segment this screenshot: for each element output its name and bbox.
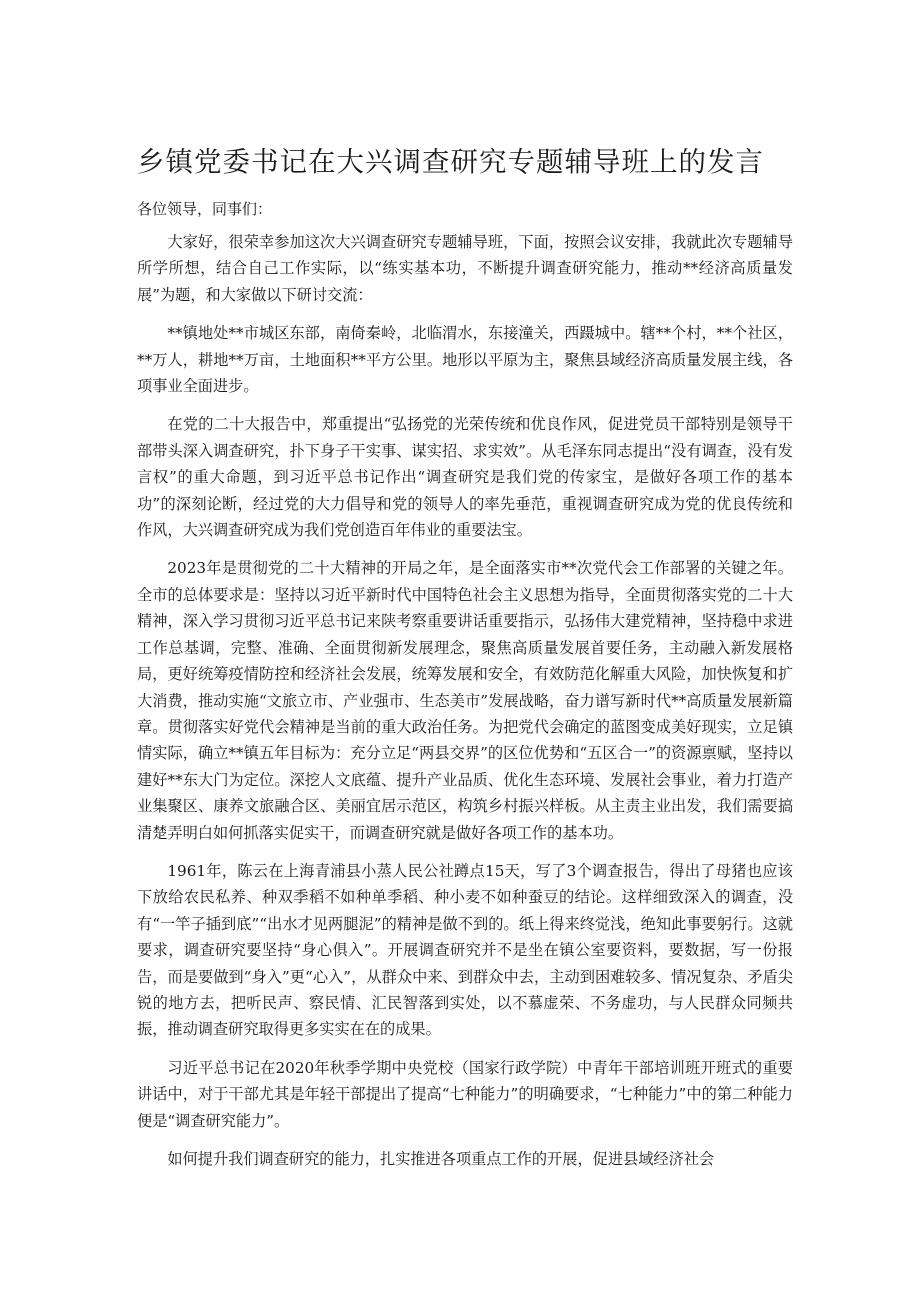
paragraph: 习近平总书记在2020年秋季学期中央党校（国家行政学院）中青年干部培训班开班式的重要讲话中，对于干部尤其是年轻干部提出了提高“七种能力”的明确要求，“七种能力”中的第二种能力便是“调查研究能力”。 [137,1058,793,1130]
paragraph: 2023年是贯彻党的二十大精神的开局之年，是全面落实市**次党代会工作部署的关键之年。全市的总体要求是：坚持以习近平新时代中国特色社会主义思想为指导，全面贯彻落实党的二十大精神，深入学习贯彻习近平总书记来陕考察重要讲话重要指示，弘扬伟大建党精神，坚持稳中求进工作总基调，完整、准确、全面贯彻新发展理念，聚焦高质量发展首要任务，主动融入新发展格局，更好统筹疫情防控和经济社会发展，统筹发展和安全，有效防范化解重大风险，加快恢复和扩大消费，推动实施“文旅立市、产业强市、生态美市”发展战略，奋力谱写新时代**高质量发展新篇章。贯彻落实好党代会精神是当前的重大政治任务。为把党代会确定的蓝图变成美好现实，立足镇情实际，确立**镇五年目标为：充分立足“两县交界”的区位优势和“五区合一”的资源禀赋，坚持以建好**东大门为定位。深挖人文底蕴、提升产业品质、优化生态环境、发展社会事业，着力打造产业集聚区、康养文旅融合区、美丽宜居示范区，构筑乡村振兴样板。从主责主业出发，我们需要搞清楚弄明白如何抓落实促实干，而调查研究就是做好各项工作的基本功。 [137,559,793,842]
paragraph: 如何提升我们调查研究的能力，扎实推进各项重点工作的开展，促进县域经济社会 [167,1150,715,1168]
document-body [137,229,793,1184]
document-title: 乡镇党委书记在大兴调查研究专题辅导班上的发言 [137,146,764,178]
salutation: 各位领导，同事们： [137,200,273,218]
paragraph: 大家好，很荣幸参加这次大兴调查研究专题辅导班，下面，按照会议安排，我就此次专题辅导所学所想，结合自己工作实际，以“练实基本功，不断提升调查研究能力，推动**经济高质量发展”为题，和大家做以下研讨交流： [137,233,793,304]
paragraph: **镇地处**市城区东部，南倚秦岭，北临渭水，东接潼关，西蹑城中。辖**个村，**个社区，**万人，耕地**万亩，土地面积**平方公里。地形以平原为主，聚焦县域经济高质量发展主线，各项事业全面进步。 [137,324,793,396]
paragraph: 1961年，陈云在上海青浦县小蒸人民公社蹲点15天，写了3个调查报告，得出了母猪也应该下放给农民私养、种双季稻不如种单季稻、种小麦不如种蚕豆的结论。这样细致深入的调查，没有“一竿子插到底”“出水才见两腿泥”的精神是做不到的。纸上得来终觉浅，绝知此事要躬行。这就要求，调查研究要坚持“身心俱入”。开展调查研究并不是坐在镇公室要资料，要数据，写一份报告，而是要做到“身入”更“心入”，从群众中来、到群众中去，主动到困难较多、情况复杂、矛盾尖锐的地方去，把听民声、察民情、汇民智落到实处，以不慕虚荣、不务虚功，与人民群众同频共振，推动调查研究取得更多实实在在的成果。 [137,861,793,1039]
paragraph: 在党的二十大报告中，郑重提出“弘扬党的光荣传统和优良作风，促进党员干部特别是领导干部带头深入调查研究，扑下身子干实事、谋实招、求实效”。从毛泽东同志提出“没有调查，没有发言权”的重大命题，到习近平总书记作出“调查研究是我们党的传家宝，是做好各项工作的基本功”的深刻论断，经过党的大力倡导和党的领导人的率先垂范，重视调查研究成为党的优良传统和作风，大兴调查研究成为我们党创造百年伟业的重要法宝。 [137,415,793,540]
